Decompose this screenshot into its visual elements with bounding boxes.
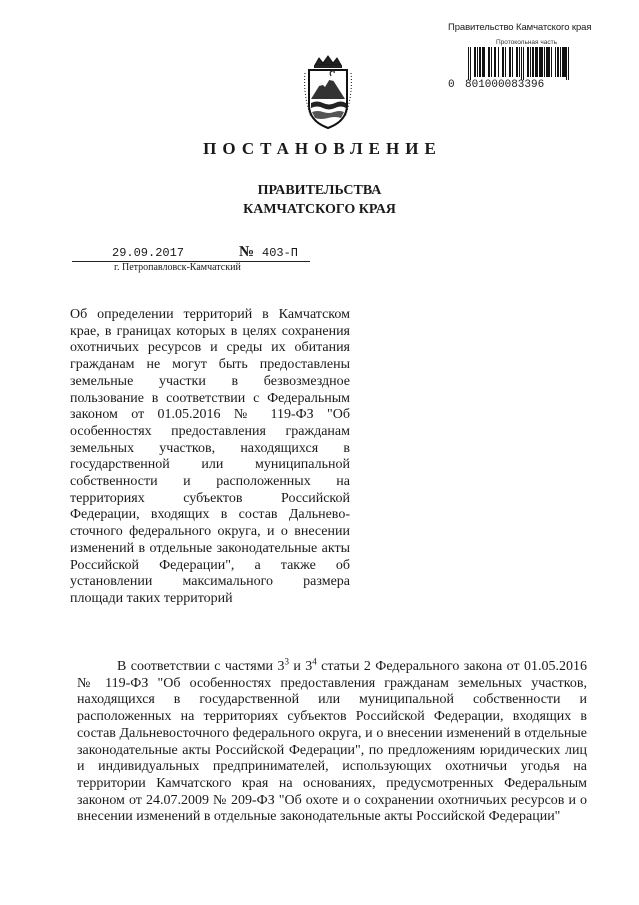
authority-line-1: ПРАВИТЕЛЬСТВА — [257, 183, 382, 198]
barcode-bar — [494, 47, 496, 77]
document-number: 403-П — [262, 246, 299, 260]
issuing-authority — [0, 181, 639, 219]
superscript-3: 3 — [284, 656, 289, 667]
barcode-bar — [474, 47, 476, 77]
barcode-bar — [477, 47, 478, 77]
barcode-bar — [530, 47, 531, 77]
barcode-digits: 801000083396 — [465, 79, 545, 91]
barcode-bar — [488, 47, 490, 77]
barcode-bar — [539, 47, 543, 77]
barcode-bar — [566, 47, 567, 80]
preamble-text-3: статьи 2 Федерального закона от 01.05.2016 № 119-ФЗ "Об особенностях предоставления гражданам земельных участков, находящихся в государственной или муниципальной собственности и расположенных на территориях субъектов Российской Федерации, входящих в состав Дальневосточного федерального округа, и о внесении изменений в отдельные законодательные акты Российской Федерации", по предложениям юридических лиц и индивидуальных предпринимателей, использующих охотничьи угодья на территории Камчатского края на основаниях, предусмотренных Федеральным законом от 24.07.2009 № 209-ФЗ "Об охоте и о сохранении охотничьих ресурсов и о внесении изменений в отдельные законодательные акты Российской Федерации" — [77, 659, 587, 825]
barcode-bar — [546, 47, 550, 77]
barcode-bar — [523, 47, 524, 80]
number-sign: № — [239, 244, 255, 260]
barcode-bar — [521, 47, 522, 80]
barcode-bar — [535, 47, 538, 77]
barcode-number — [448, 79, 608, 91]
document-date: 29.09.2017 — [112, 246, 185, 260]
barcode-bar — [551, 47, 552, 77]
barcode-bar — [557, 47, 559, 77]
barcode-bar — [502, 47, 504, 77]
barcode-bar — [519, 47, 520, 77]
document-type: ПОСТАНОВЛЕНИЕ — [203, 139, 442, 158]
barcode-bar — [532, 47, 534, 77]
issue-place: г. Петропавловск-Камчатский — [114, 262, 241, 273]
document-subject: Об определении территорий в Камчатском крае, в границах которых в целях сохранения охотничьих ресурсов и среды их обитания гражданам не могут быть предоставлены земельные участки в безвозмездное пользование в соответствии с Федеральным законом от 01.05.2016 № 119-ФЗ "Об особенностях предоставления гражданам земельных участков, находящихся в государственной или муниципальной собственности и расположенных на территориях субъектов Российской Федерации, входящих в состав Дальневосточного федерального округа, и о внесении изменений в отдельные законодательные акты Российской Федерации", а также об установлении максимального размера площади таких территорий — [70, 307, 350, 606]
barcode-first-digit: 0 — [448, 79, 455, 91]
barcode-bar — [479, 47, 481, 77]
barcode-bar — [470, 47, 471, 80]
barcode-bar — [509, 47, 511, 77]
barcode-bar — [562, 47, 566, 77]
kamchatka-coat-of-arms-icon — [301, 55, 355, 131]
authority-line-2: КАМЧАТСКОГО КРАЯ — [243, 202, 396, 217]
barcode-bar — [468, 47, 469, 80]
barcode-bar — [527, 47, 529, 77]
barcode — [466, 47, 598, 80]
stamp-organization: Правительство Камчатского края — [448, 22, 592, 33]
barcode-bar — [568, 47, 569, 80]
barcode-bar — [516, 47, 518, 77]
barcode-bar — [491, 47, 492, 77]
preamble-text-2: и 3 — [288, 659, 313, 674]
barcode-bar — [505, 47, 506, 77]
barcode-bar — [544, 47, 545, 77]
superscript-4: 4 — [312, 656, 317, 667]
stamp-section: Протокольная часть — [496, 39, 557, 46]
registration-stamp — [448, 22, 608, 91]
barcode-bar — [555, 47, 556, 77]
preamble-paragraph — [77, 656, 587, 826]
barcode-bar — [512, 47, 513, 77]
barcode-bar — [482, 47, 485, 77]
barcode-bar — [560, 47, 561, 77]
preamble-text-1: В соответствии с частями 3 — [117, 659, 285, 674]
barcode-bar — [498, 47, 499, 77]
